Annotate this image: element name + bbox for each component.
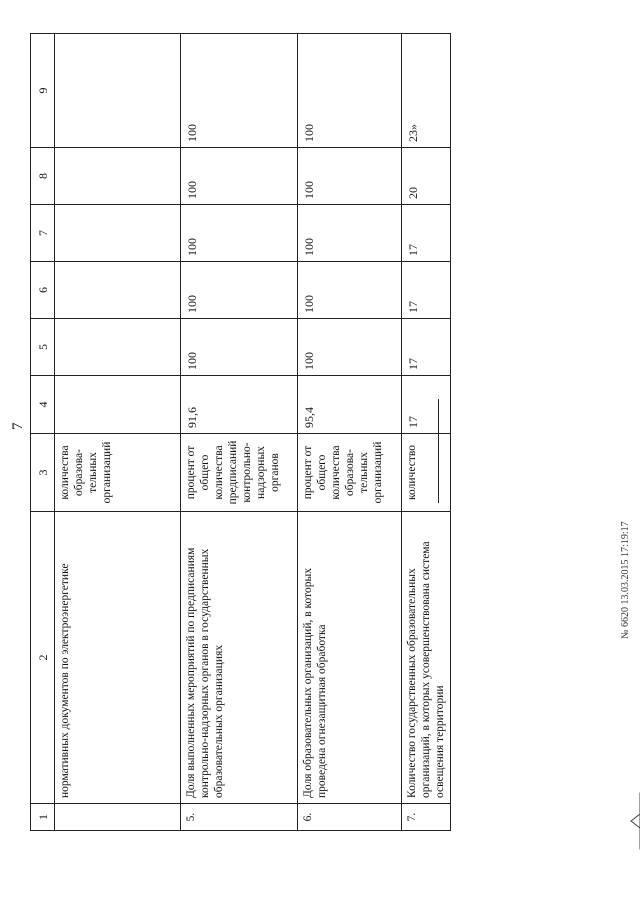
indicator-name: Количество государственных образовательных организаций, в которых усовершенствована система освещения территории bbox=[402, 512, 451, 804]
unit: количества образова-тельных организаций bbox=[55, 434, 181, 512]
value-cell: 100 bbox=[298, 262, 402, 319]
row-number bbox=[55, 804, 181, 831]
end-of-table-rule bbox=[438, 399, 439, 503]
value-cell: 17 bbox=[402, 376, 451, 434]
value-cell: 100 bbox=[181, 262, 298, 319]
value-cell: 100 bbox=[298, 205, 402, 262]
value-cell: 17 bbox=[402, 262, 451, 319]
value-cell: 100 bbox=[181, 34, 298, 148]
value-cell: 20 bbox=[402, 148, 451, 205]
unit: процент от общего количества предписаний контрольно-надзорных органов bbox=[181, 434, 298, 512]
value-cell bbox=[55, 319, 181, 376]
value-cell bbox=[55, 262, 181, 319]
unit: количество bbox=[402, 434, 451, 512]
value-cell: 100 bbox=[181, 319, 298, 376]
indicators-table bbox=[30, 33, 451, 831]
value-cell: 91,6 bbox=[181, 376, 298, 434]
value-cell: 95,4 bbox=[298, 376, 402, 434]
col-header: 6 bbox=[31, 262, 55, 319]
row-number: 6. bbox=[298, 804, 402, 831]
value-cell bbox=[55, 34, 181, 148]
value-cell: 100 bbox=[181, 148, 298, 205]
unit: процент от общего количества образова-тельных организаций bbox=[298, 434, 402, 512]
value-cell: 17 bbox=[402, 319, 451, 376]
table-row bbox=[402, 34, 451, 831]
value-cell: 17 bbox=[402, 205, 451, 262]
col-header: 1 bbox=[31, 804, 55, 831]
col-header: 4 bbox=[31, 376, 55, 434]
table-row bbox=[181, 34, 298, 831]
value-cell bbox=[55, 205, 181, 262]
page-number: 7 bbox=[10, 422, 26, 430]
indicator-name: Доля образовательных организаций, в которых проведена огнезащитная обработка bbox=[298, 512, 402, 804]
row-number: 7. bbox=[402, 804, 451, 831]
table-row bbox=[55, 34, 181, 831]
value-cell: 100 bbox=[298, 34, 402, 148]
barcode-stamp-icon bbox=[628, 792, 640, 850]
value-cell bbox=[55, 376, 181, 434]
row-number: 5. bbox=[181, 804, 298, 831]
col-header: 2 bbox=[31, 512, 55, 804]
col-header: 9 bbox=[31, 34, 55, 148]
indicator-name: нормативных документов по электроэнергетике bbox=[55, 512, 181, 804]
value-cell: 100 bbox=[181, 205, 298, 262]
value-cell bbox=[55, 148, 181, 205]
value-cell: 100 bbox=[298, 319, 402, 376]
value-cell: 23» bbox=[402, 34, 451, 148]
col-header: 8 bbox=[31, 148, 55, 205]
col-header: 3 bbox=[31, 434, 55, 512]
table-row bbox=[298, 34, 402, 831]
col-header: 7 bbox=[31, 205, 55, 262]
header-row bbox=[31, 34, 55, 831]
col-header: 5 bbox=[31, 319, 55, 376]
value-cell: 100 bbox=[298, 148, 402, 205]
registration-stamp-text: № 6620 13.03.2015 17:19:17 bbox=[620, 521, 631, 639]
indicator-name: Доля выполненных мероприятий по предписаниям контрольно-надзорных органов в государственных образовательных организациях bbox=[181, 512, 298, 804]
